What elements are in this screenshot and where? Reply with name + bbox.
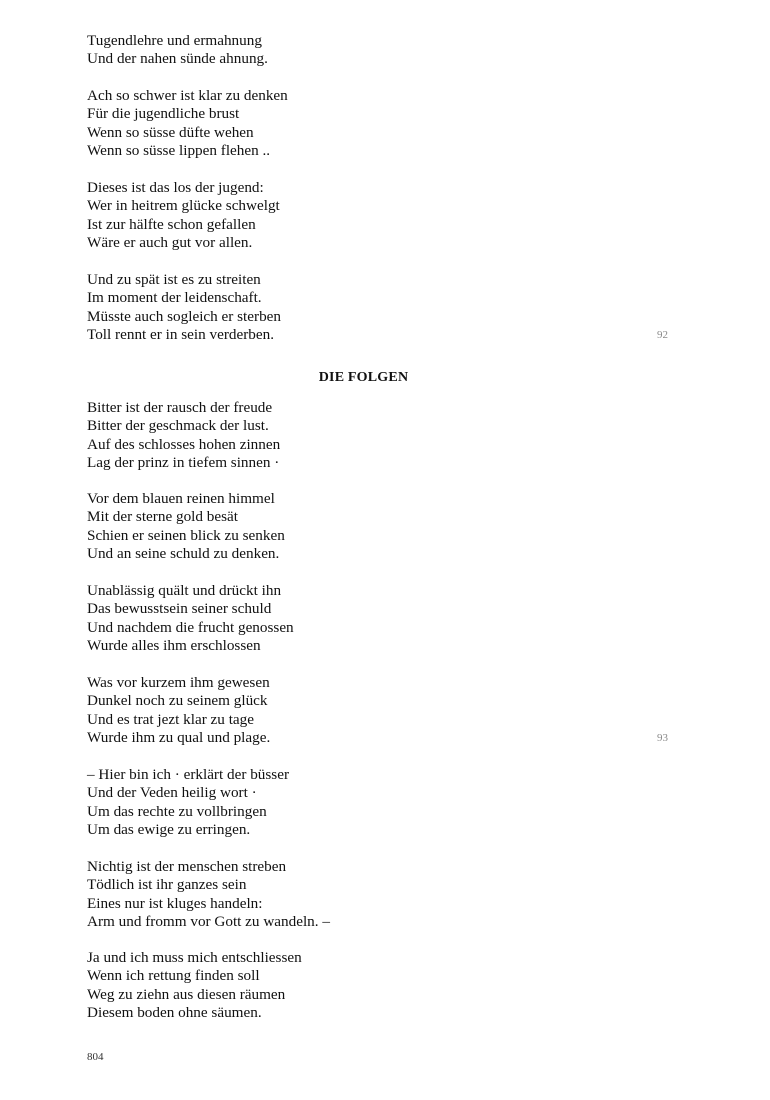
stanza [87,858,647,931]
verse-line: Und es trat jezt klar zu tage [87,710,254,728]
verse-line: Eines nur ist kluges handeln: [87,894,263,912]
poem-section [87,490,647,563]
verse-line: Nichtig ist der menschen streben [87,858,287,875]
verse-line: Das bewusstsein seiner schuld [87,600,272,618]
verse-line: Wurde alles ihm erschlossen [87,636,261,654]
margin-line-number: 93 [657,732,668,744]
verse-line: Wenn so süsse düfte wehen [87,123,254,141]
verse-line: Und der Veden heilig wort · [87,784,257,802]
stanza [87,32,647,69]
verse-line: Toll rennt er in sein verderben. [87,325,275,343]
poem-section-top [87,87,647,160]
verse-line: Ja und ich muss mich entschliessen [87,949,302,966]
poem-section [87,766,647,839]
stanza [87,179,647,252]
verse-line: – Hier bin ich · erklärt der büsser [87,766,290,783]
stanza [87,399,647,472]
stanza [87,490,647,563]
verse-line: Was vor kurzem ihm gewesen [87,674,270,691]
verse-line: Dunkel noch zu seinem glück [87,692,268,710]
verse-line: Für die jugendliche brust [87,105,240,123]
verse-line: Bitter ist der rausch der freude [87,399,273,416]
poem-section-top [87,32,647,69]
poem-section-top [87,271,647,344]
verse-line: Um das ewige zu erringen. [87,820,251,838]
stanza [87,87,647,160]
section-heading: DIE FOLGEN [318,370,409,385]
poem-section [87,949,647,1022]
verse-line: Wäre er auch gut vor allen. [87,233,253,251]
verse-line: Tugendlehre und ermahnung [87,32,262,49]
verse-line: Vor dem blauen reinen himmel [87,490,275,507]
verse-line: Dieses ist das los der jugend: [87,179,264,196]
verse-line: Müsste auch sogleich er sterben [87,307,282,325]
verse-line: Ach so schwer ist klar zu denken [87,87,288,104]
poem-section [87,399,647,472]
verse-line: Und zu spät ist es zu streiten [87,271,261,288]
verse-line: Weg zu ziehn aus diesen räumen [87,985,286,1003]
stanza [87,949,647,1022]
stanza [87,766,647,839]
margin-line-number: 92 [657,329,668,341]
verse-line: Und an seine schuld zu denken. [87,544,280,562]
verse-line: Unablässig quält und drückt ihn [87,582,282,599]
poem-section-top [87,179,647,252]
verse-line: Und der nahen sünde ahnung. [87,50,268,68]
verse-line: Ist zur hälfte schon gefallen [87,215,256,233]
verse-line: Lag der prinz in tiefem sinnen · [87,453,280,471]
verse-line: Wurde ihm zu qual und plage. [87,728,271,746]
verse-line: Wer in heitrem glücke schwelgt [87,197,280,215]
verse-line: Schien er seinen blick zu senken [87,526,285,544]
verse-line: Wenn ich rettung finden soll [87,967,260,985]
poem-section [87,674,647,747]
verse-line: Im moment der leidenschaft. [87,289,262,307]
poem-section [87,582,647,655]
stanza [87,271,647,344]
verse-line: Diesem boden ohne säumen. [87,1003,262,1021]
verse-line: Tödlich ist ihr ganzes sein [87,876,247,894]
verse-line: Und nachdem die frucht genossen [87,618,294,636]
verse-line: Mit der sterne gold besät [87,508,238,526]
verse-line: Arm und fromm vor Gott zu wandeln. – [87,912,330,930]
poem-section [87,858,647,931]
verse-line: Bitter der geschmack der lust. [87,417,269,435]
verse-line: Auf des schlosses hohen zinnen [87,435,281,453]
page-number: 804 [87,1051,104,1063]
verse-line: Wenn so süsse lippen flehen .. [87,141,271,159]
stanza [87,674,647,747]
verse-line: Um das rechte zu vollbringen [87,802,267,820]
stanza [87,582,647,655]
